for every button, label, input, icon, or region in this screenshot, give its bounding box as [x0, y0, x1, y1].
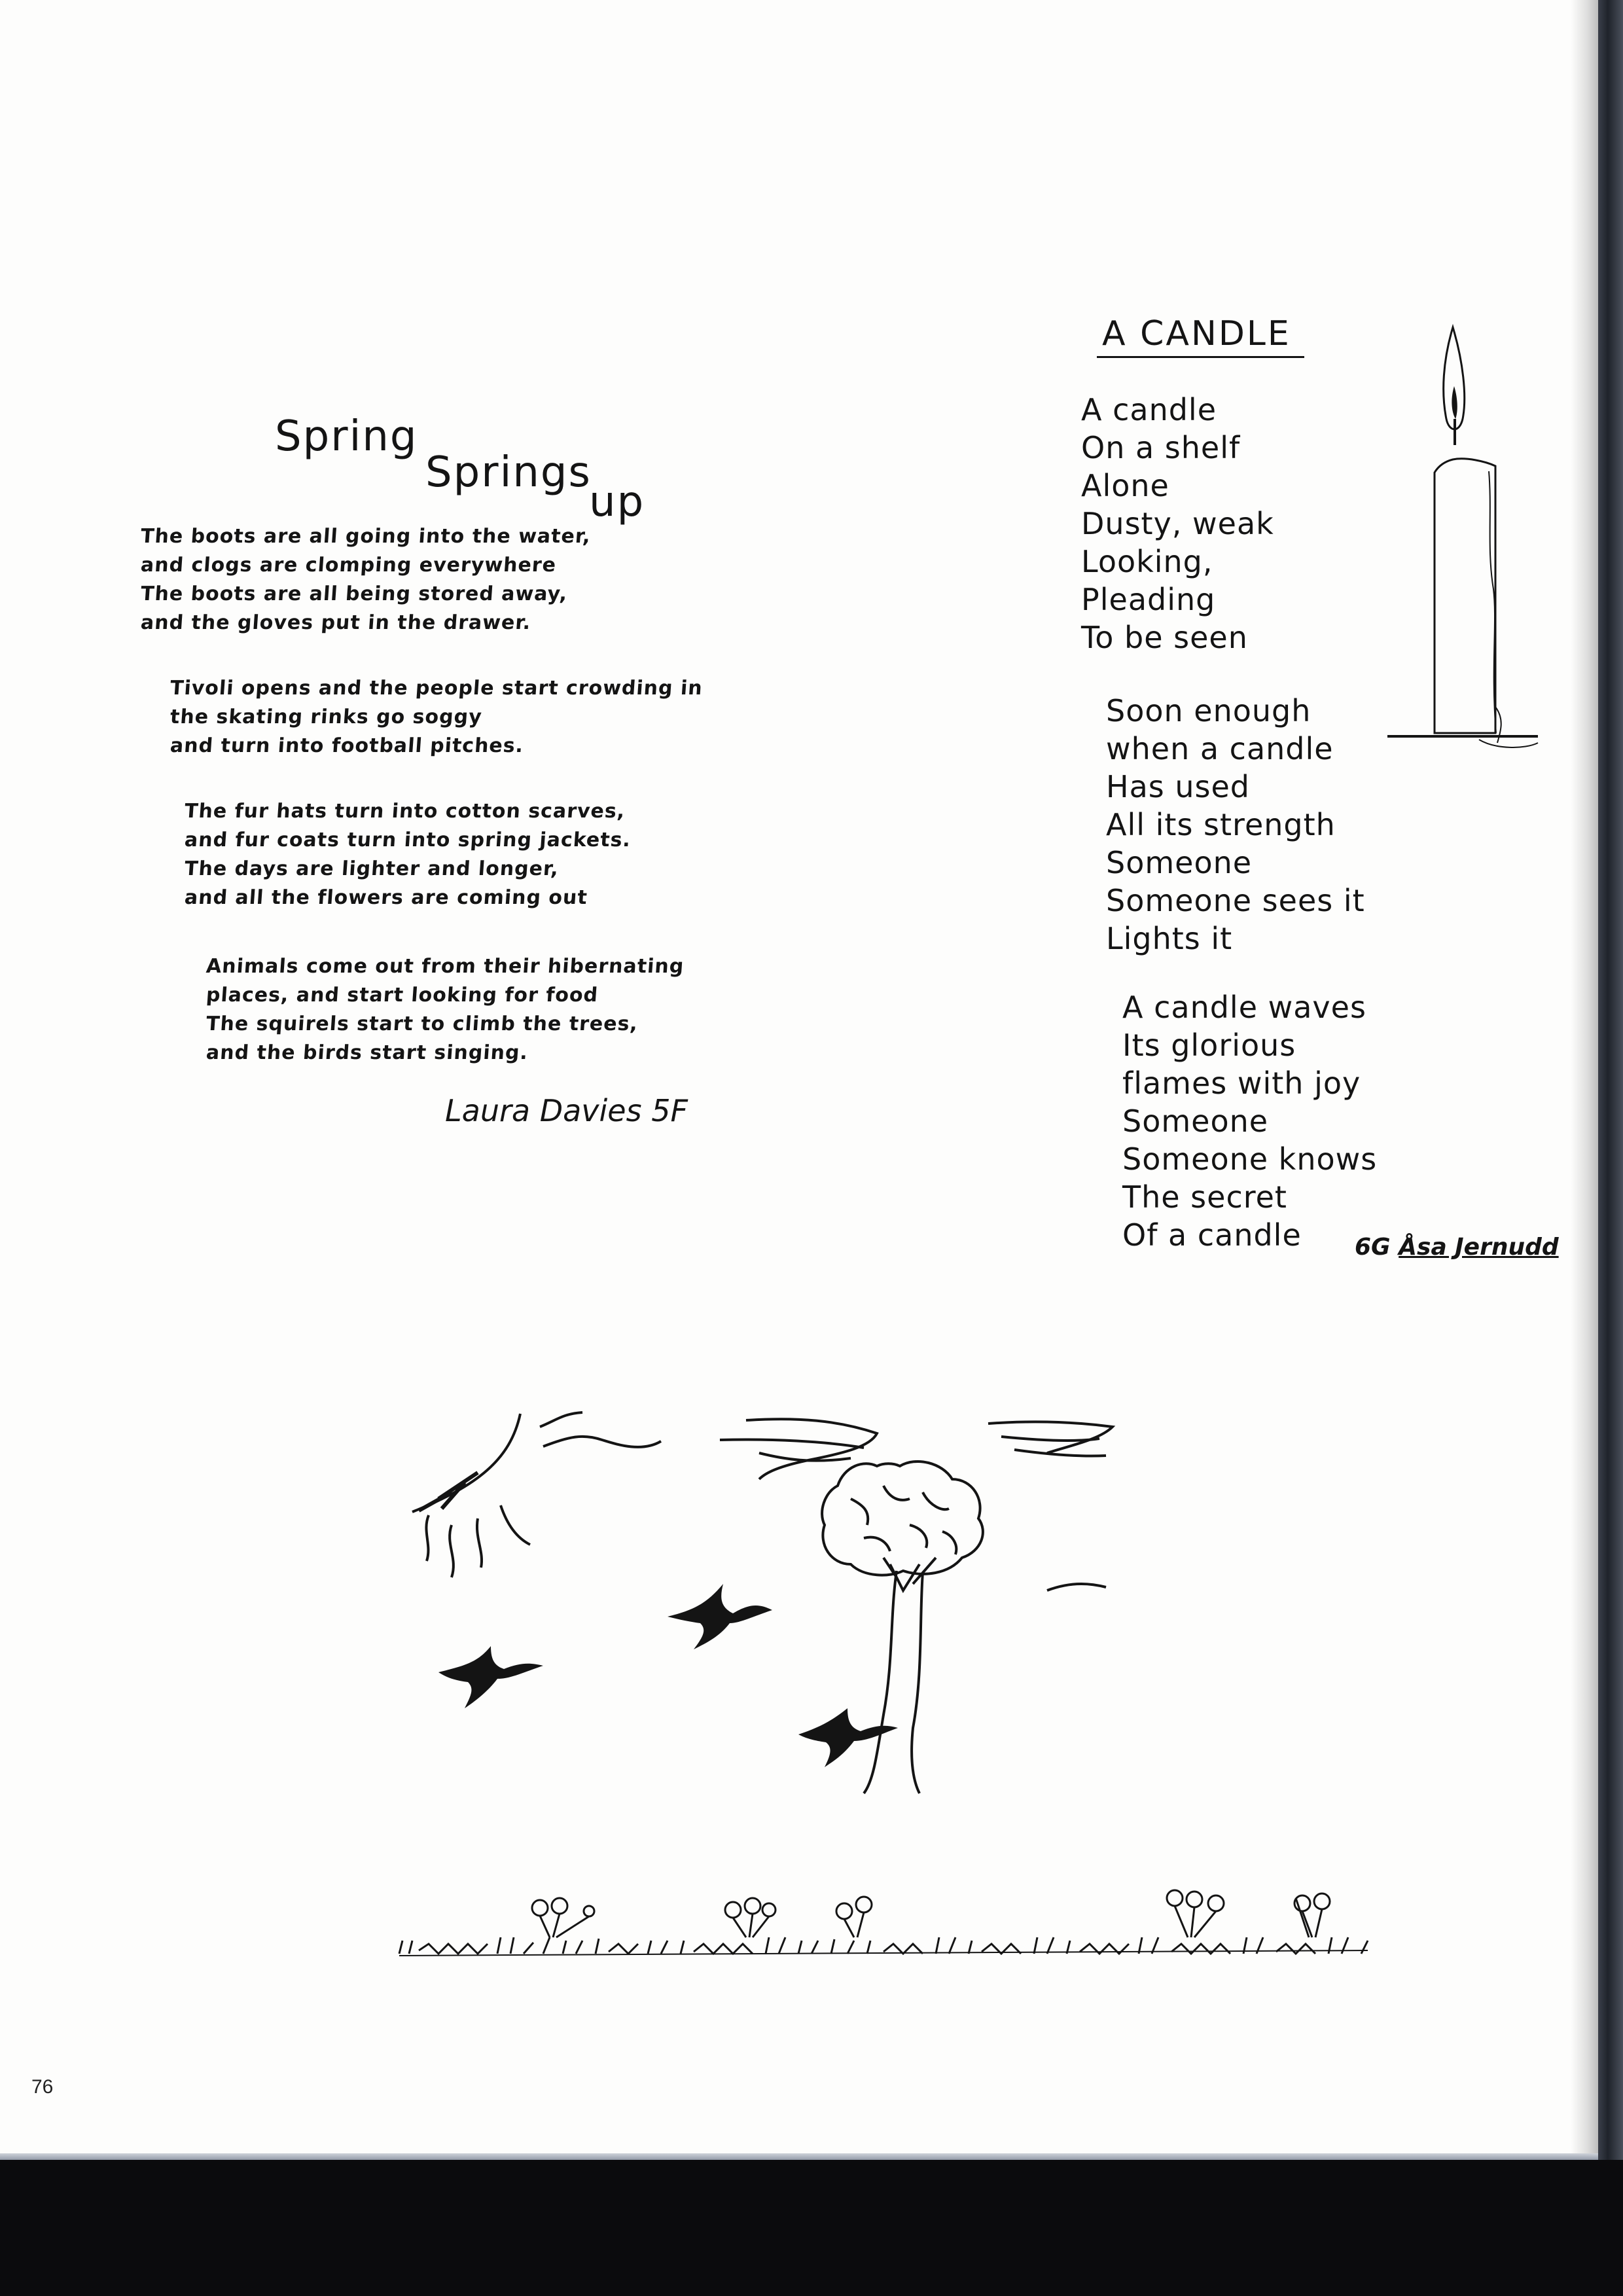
- poem-line: Tivoli opens and the people start crowding in: [169, 677, 704, 700]
- poem-line: The squirels start to climb the trees,: [205, 1013, 639, 1035]
- candle-stanza-3: [1122, 988, 1377, 1254]
- poem-line: Someone: [1106, 845, 1253, 880]
- poem-line: flames with joy: [1122, 1066, 1361, 1101]
- poem-line: Someone sees it: [1106, 883, 1365, 918]
- scan-background: [0, 2160, 1623, 2296]
- poem-line: places, and start looking for food: [205, 984, 599, 1007]
- poem-line: and the gloves put in the drawer.: [139, 611, 532, 634]
- poem-line: Someone: [1122, 1103, 1269, 1139]
- title-word: Spring: [275, 412, 418, 461]
- poem-line: and fur coats turn into spring jackets.: [183, 829, 632, 852]
- poem-line: The fur hats turn into cotton scarves,: [183, 800, 626, 823]
- poem-line: and turn into football pitches.: [169, 734, 525, 757]
- spring-poem-title: [275, 412, 645, 526]
- cloud-drawing: [720, 1419, 1113, 1590]
- poem-line: Someone knows: [1122, 1141, 1378, 1177]
- poem-line: and all the flowers are coming out: [183, 886, 588, 909]
- poem-line: Of a candle: [1122, 1217, 1302, 1253]
- candle-stanza-2: [1106, 692, 1365, 958]
- title-word: Springs: [425, 448, 592, 497]
- title-word: up: [589, 478, 645, 526]
- bird-drawings: [438, 1584, 898, 1767]
- poem-line: The secret: [1122, 1179, 1287, 1215]
- poem-line: the skating rinks go soggy: [169, 706, 483, 728]
- candle-drawing: [1381, 314, 1544, 759]
- book-spine: [1598, 0, 1623, 2296]
- poem-line: and clogs are clomping everywhere: [139, 554, 558, 577]
- poem-line: Animals come out from their hibernating: [205, 955, 685, 978]
- poem-line: A candle waves: [1122, 990, 1366, 1025]
- poem-line: A candle: [1081, 392, 1217, 427]
- grass-drawing: [399, 1937, 1368, 1956]
- signature-name: Åsa Jernudd: [1399, 1234, 1559, 1261]
- candle-stanza-1: [1081, 391, 1274, 656]
- poem-line: The days are lighter and longer,: [183, 857, 560, 880]
- poem-line: All its strength: [1106, 807, 1336, 842]
- poem-line: Looking,: [1081, 544, 1213, 579]
- poem-line: and the birds start singing.: [205, 1041, 529, 1064]
- spring-stanza-3: [185, 797, 631, 912]
- spring-scene-illustration: [366, 1401, 1414, 1806]
- poem-line: when a candle: [1106, 731, 1334, 766]
- poem-line: Alone: [1081, 468, 1169, 503]
- spring-stanza-4: [206, 952, 684, 1067]
- poem-line: Pleading: [1081, 582, 1216, 617]
- poem-line: Lights it: [1106, 921, 1233, 956]
- flower-drawings: [532, 1890, 1330, 1937]
- page-number: 76: [31, 2076, 54, 2098]
- poem-line: Has used: [1106, 769, 1250, 804]
- spring-stanza-2: [170, 674, 703, 761]
- sun-drawing: [412, 1412, 661, 1577]
- candle-poem-signature: [1355, 1234, 1559, 1261]
- poem-line: On a shelf: [1081, 430, 1241, 465]
- poem-line: Dusty, weak: [1081, 506, 1274, 541]
- poem-line: The boots are all being stored away,: [139, 583, 569, 605]
- signature-class: 6G: [1355, 1234, 1391, 1261]
- spring-poem-signature: Laura Davies 5F: [445, 1093, 688, 1128]
- candle-poem-title: A CANDLE: [1097, 314, 1304, 358]
- poem-line: Its glorious: [1122, 1028, 1296, 1063]
- poem-line: Soon enough: [1106, 693, 1311, 728]
- spring-stanza-1: [141, 522, 591, 637]
- ground-drawing: [393, 1872, 1387, 1964]
- poem-line: The boots are all going into the water,: [139, 525, 592, 548]
- poem-line: To be seen: [1081, 620, 1248, 655]
- gutter-shadow: [1571, 0, 1598, 2160]
